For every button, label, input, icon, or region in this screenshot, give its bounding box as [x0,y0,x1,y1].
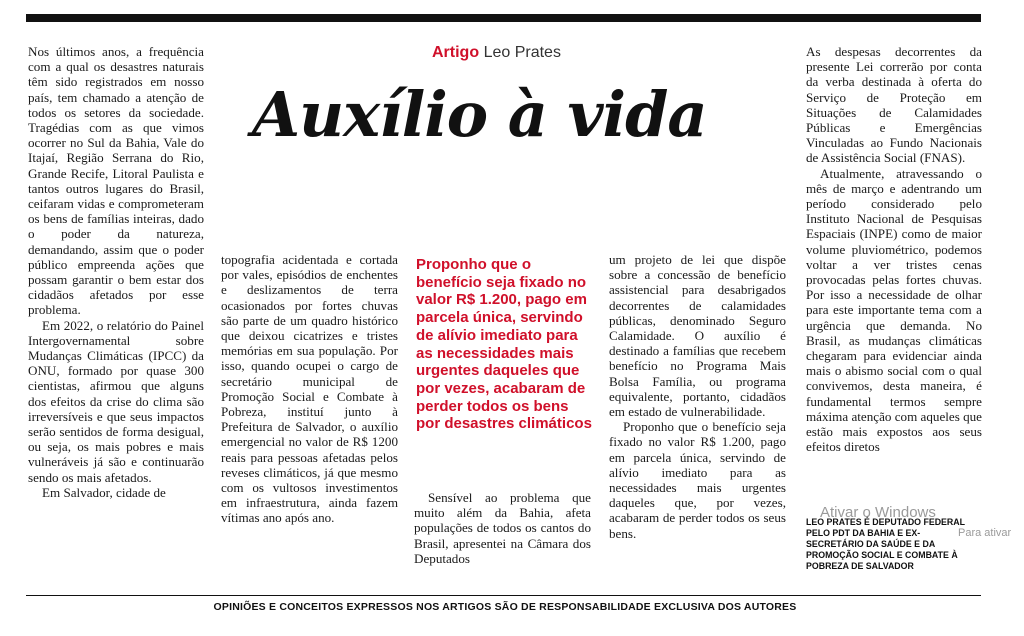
section-label: Artigo [432,44,480,61]
article-headline: Auxílio à vida [252,78,707,151]
article-column-5 [806,44,982,454]
paragraph: Proponho que o benefício seja fixado no valor R$ 1.200, pago em parcela única, servindo de alívio imediato para as necessidades mais urgentes daqueles que, por vezes, acabaram de perder todos os seus bens. [609,419,786,541]
windows-activation-watermark: Ativar o Windows [820,504,936,521]
article-column-2 [221,252,398,526]
top-rule [26,14,981,22]
article-column-3 [414,490,591,566]
paragraph: Sensível ao problema que muito além da Bahia, afeta populações de todos os cantos do Brasil, apresentei na Câmara dos Deputados [414,490,591,566]
paragraph: Atualmente, atravessando o mês de março e adentrando um período considerado pelo Instituto Nacional de Pesquisas Espaciais (INPE) como de maior volume pluviométrico, podemos voltar a ver tristes cenas provocadas pelas fortes chuvas. Por isso a necessidade de olhar para este importante tema com a urgência que demanda. No Brasil, as mudanças climáticas chegaram para evidenciar ainda mais o abismo social com o qual convivemos, desta maneira, é fundamental termos sempre máxima atenção com aqueles que estão mais expostos aos seus efeitos diretos [806,165,982,455]
disclaimer-footer: OPINIÕES E CONCEITOS EXPRESSOS NOS ARTIGOS SÃO DE RESPONSABILIDADE EXCLUSIVA DOS AUTORES [213,601,797,613]
article-column-4 [609,252,786,541]
paragraph: um projeto de lei que dispõe sobre a concessão de benefício assistencial para desabrigados decorrentes de calamidades públicas, denominado Seguro Calamidade. O auxílio é destinado a famílias que recebem benefício no Programa Mais Bolsa Família, ou programa equivalente, portanto, cidadãos em estado de vulnerabilidade. [609,252,786,420]
windows-activation-watermark-sub: Para ativar [958,527,1012,539]
paragraph: Em Salvador, cidade de [42,484,166,500]
paragraph: Em 2022, o relatório do Painel Intergovernamental sobre Mudanças Climáticas (IPCC) da ONU, formado por quase 300 cientistas, afirmou que alguns dos efeitos da crise do clima são irreversíveis e que seus impactos serão sentidos de forma desigual, ou seja, os mais pobres e mais vulneráveis já são e continuarão sendo os mais afetados. [28,317,204,485]
paragraph: As despesas decorrentes da presente Lei correrão por conta da verba destinada à oferta do Serviço de Proteção em Situações de Calamidades Públicas e Emergências Vinculadas ao Fundo Nacionais de Assistência Social (FNAS). [806,44,982,166]
article-column-1 [28,44,204,500]
article-kicker [432,44,561,62]
pull-quote: Proponho que o benefício seja fixado no valor R$ 1.200, pago em parcela única, servindo de alívio imediato para as necessidades mais urgentes daqueles que por vezes, acabaram de perder todos os bens por desastres climáticos [416,256,592,433]
author-name: Leo Prates [483,44,561,61]
paragraph: topografia acidentada e cortada por vales, episódios de enchentes e deslizamentos de terra ocasionados por fortes chuvas são parte de um quadro histórico que deixou cicatrizes e tristes memórias em sua população. Por isso, quando ocupei o cargo de secretário municipal de Promoção Social e Combate à Pobreza, instituí junto à Prefeitura de Salvador, o auxílio emergencial no valor de R$ 1200 reais para pessoas afetadas pelos reveses climáticos, já que mesmo com os vultosos investimentos em infraestrutura, ainda fazem vítimas ano após ano. [221,252,398,526]
bottom-rule [26,595,981,596]
paragraph: Nos últimos anos, a frequência com a qual os desastres naturais têm sido registrados em nosso país, tem chamado a atenção de todos os setores da sociedade. Tragédias com as que vimos ocorrer no Sul da Bahia, Vale do Itajaí, Região Serrana do Rio, Grande Recife, Litoral Paulista e tantos outros lugares do Brasil, ceifaram vidas e comprometeram os bens de famílias inteiras, dado o poder da natureza, demandando, assim que o poder público empreenda ações que possam garantir o bem estar dos cidadãos afetados por esse problema. [28,44,204,318]
author-bio: LEO PRATES É DEPUTADO FEDERAL PELO PDT DA BAHIA E EX-SECRETÁRIO DA SAÚDE E DA PROMOÇÃO SOCIAL E COMBATE À POBREZA DE SALVADOR [806,517,965,571]
